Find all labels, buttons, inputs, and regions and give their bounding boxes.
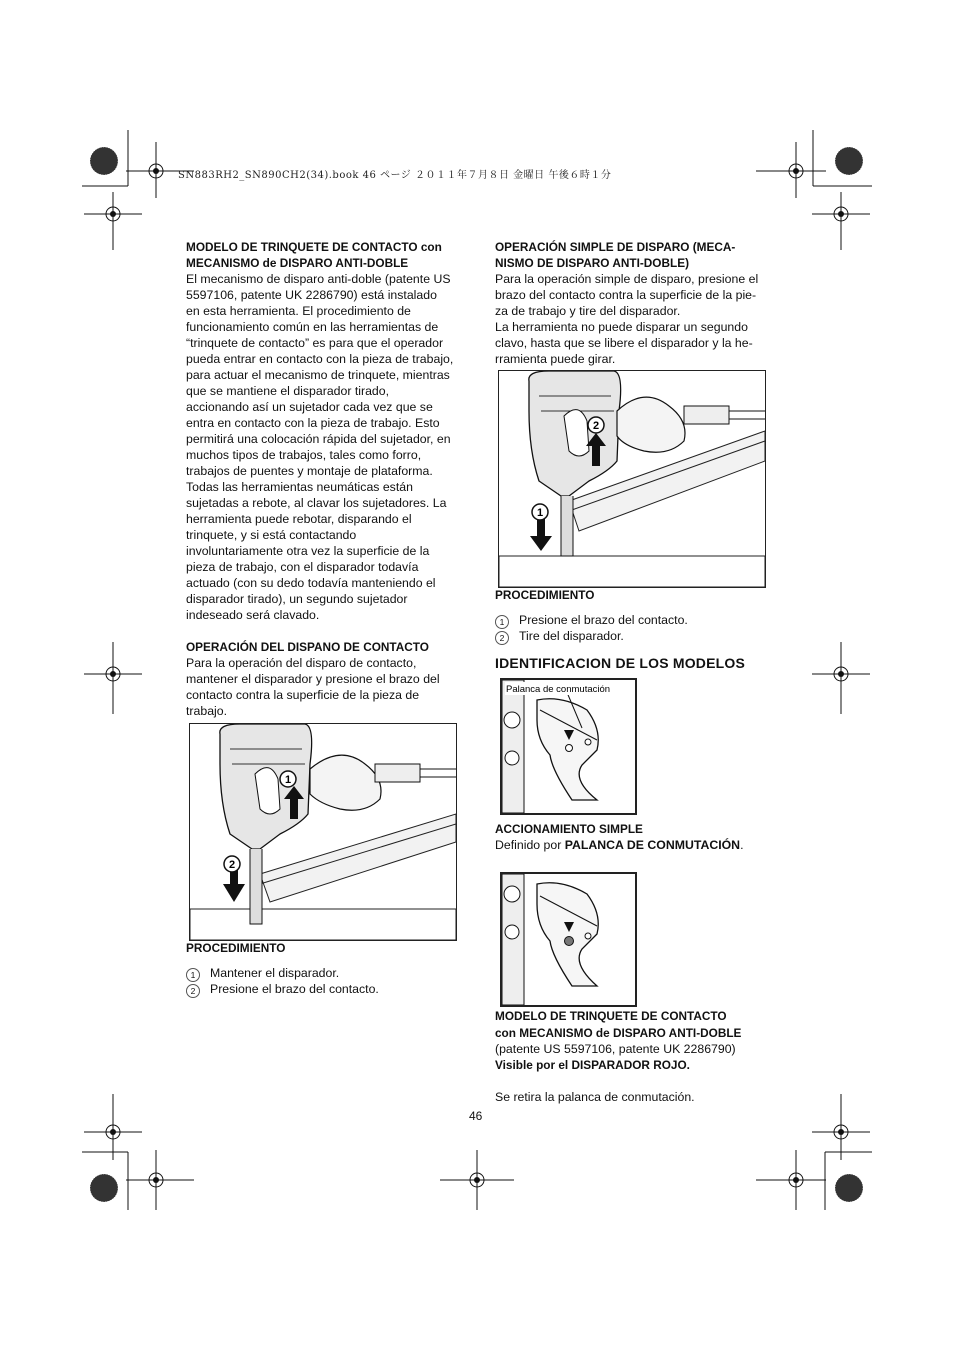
- text-line: pueda entrar en contacto con la pieza de trabajo,: [186, 352, 454, 366]
- figure-label: 1: [536, 507, 544, 519]
- left-column: [186, 239, 458, 719]
- procedure-step: [495, 628, 770, 644]
- procedure-title: PROCEDIMIENTO: [186, 941, 286, 955]
- procedure-step: [495, 612, 770, 628]
- text-line: clavo, hasta que se libere el disparador y la he-: [495, 336, 753, 350]
- model-description: [495, 837, 770, 853]
- step-number: 1: [495, 615, 509, 629]
- description-suffix: .: [740, 838, 744, 852]
- text-line: funcionamiento común en las herramientas de: [186, 320, 439, 334]
- text-line: sujetadas a rebote, al clavar los sujetadores. La: [186, 496, 447, 510]
- text-line: accionando así un sujetador cada vez que se: [186, 400, 433, 414]
- text-line: za de trabajo y tire del disparador.: [495, 304, 681, 318]
- text-line: trabajo.: [186, 704, 228, 718]
- text-line: Todas las herramientas neumáticas están: [186, 480, 413, 494]
- contact-firing-illustration: [189, 723, 457, 941]
- model-title: ACCIONAMIENTO SIMPLE: [495, 822, 643, 836]
- switch-removed-note: Se retira la palanca de conmutación.: [495, 1090, 695, 1104]
- figure-label: 2: [592, 420, 600, 432]
- text-line: involuntariamente otra vez la superficie de la: [186, 544, 430, 558]
- description-strong: PALANCA DE CONMUTACIÓN: [564, 838, 741, 852]
- text-line: trinquete, y si está contactando: [186, 528, 357, 542]
- step-text: Tire del disparador.: [519, 629, 624, 643]
- text-line: que se mantiene el disparador tirado,: [186, 384, 390, 398]
- single-actuation-block: [495, 821, 770, 853]
- text-line: “trinquete de contacto” es para que el operador: [186, 336, 444, 350]
- text-line: 5597106, patente UK 2286790) está instalado: [186, 288, 437, 302]
- section-title: OPERACIÓN SIMPLE DE DISPARO (MECA-: [495, 240, 736, 254]
- text-line: brazo del contacto contra la superficie de la pie-: [495, 288, 757, 302]
- text-line: rramienta puede girar.: [495, 352, 616, 366]
- text-line: La herramienta no puede disparar un segundo: [495, 320, 748, 334]
- visible-note: Visible por el DISPARADOR ROJO.: [495, 1058, 690, 1072]
- section-title: MECANISMO de DISPARO ANTI-DOBLE: [186, 256, 409, 270]
- single-firing-illustration: [498, 370, 766, 588]
- text-line: herramienta puede rebotar, disparando el: [186, 512, 412, 526]
- procedure-steps: [186, 965, 458, 997]
- page-number: 46: [469, 1109, 483, 1123]
- step-text: Mantener el disparador.: [210, 966, 340, 980]
- text-line: actuado (con su dedo todavía manteniendo el: [186, 576, 436, 590]
- figure-callout-label: Palanca de conmutación: [506, 684, 611, 695]
- text-line: Para la operación del disparo de contacto,: [186, 656, 417, 670]
- section-title: MODELO DE TRINQUETE DE CONTACTO con: [186, 240, 442, 254]
- description-prefix: Definido por: [495, 838, 565, 852]
- text-line: en esta herramienta. El procedimiento de: [186, 304, 411, 318]
- text-line: para actuar el mecanismo de trinquete, mientras: [186, 368, 450, 382]
- switch-lever-illustration: [500, 678, 637, 815]
- text-line: permitirá una colocación rápida del sujetador, en: [186, 432, 451, 446]
- text-line: Para la operación simple de disparo, presione el: [495, 272, 759, 286]
- section-title: NISMO DE DISPARO ANTI-DOBLE): [495, 256, 689, 270]
- text-line: indeseado será clavado.: [186, 608, 320, 622]
- text-line: pieza de trabajo, con el disparador todavía: [186, 560, 419, 574]
- step-number: 2: [186, 984, 200, 998]
- procedure-steps: [495, 612, 770, 644]
- procedure-step: [186, 981, 458, 997]
- section-body: [186, 271, 458, 623]
- step-text: Presione el brazo del contacto.: [210, 982, 379, 996]
- red-trigger-illustration: [500, 872, 637, 1007]
- patent-text: (patente US 5597106, patente UK 2286790): [495, 1042, 736, 1056]
- models-section-title: IDENTIFICACION DE LOS MODELOS: [495, 655, 746, 671]
- step-text: Presione el brazo del contacto.: [519, 613, 688, 627]
- text-line: trabajos de puentes y montaje de plataforma.: [186, 464, 433, 478]
- model-title: MODELO DE TRINQUETE DE CONTACTO: [495, 1009, 727, 1023]
- figure-label: 2: [228, 859, 236, 871]
- text-line: disparador tirado), un segundo sujetador: [186, 592, 408, 606]
- print-header: SN883RH2_SN890CH2(34).book 46 ページ ２０１１年７月８日 金曜日 午後６時１分: [178, 170, 612, 181]
- text-line: contacto contra la superficie de la pieza de: [186, 688, 420, 702]
- text-line: mantener el disparador y presione el brazo del: [186, 672, 440, 686]
- figure-label: 1: [284, 774, 292, 786]
- text-line: El mecanismo de disparo anti-doble (patente US: [186, 272, 451, 286]
- text-line: muchos tipos de trabajos, tales como forro,: [186, 448, 422, 462]
- section-title: OPERACIÓN DEL DISPANO DE CONTACTO: [186, 640, 429, 654]
- procedure-title: PROCEDIMIENTO: [495, 588, 595, 602]
- step-number: 2: [495, 631, 509, 645]
- text-line: entra en contacto con la pieza de trabajo. Esto: [186, 416, 440, 430]
- model-title: con MECANISMO de DISPARO ANTI-DOBLE: [495, 1026, 742, 1040]
- step-number: 1: [186, 968, 200, 982]
- procedure-step: [186, 965, 458, 981]
- contact-model-block: [495, 1008, 780, 1105]
- right-column: [495, 239, 770, 367]
